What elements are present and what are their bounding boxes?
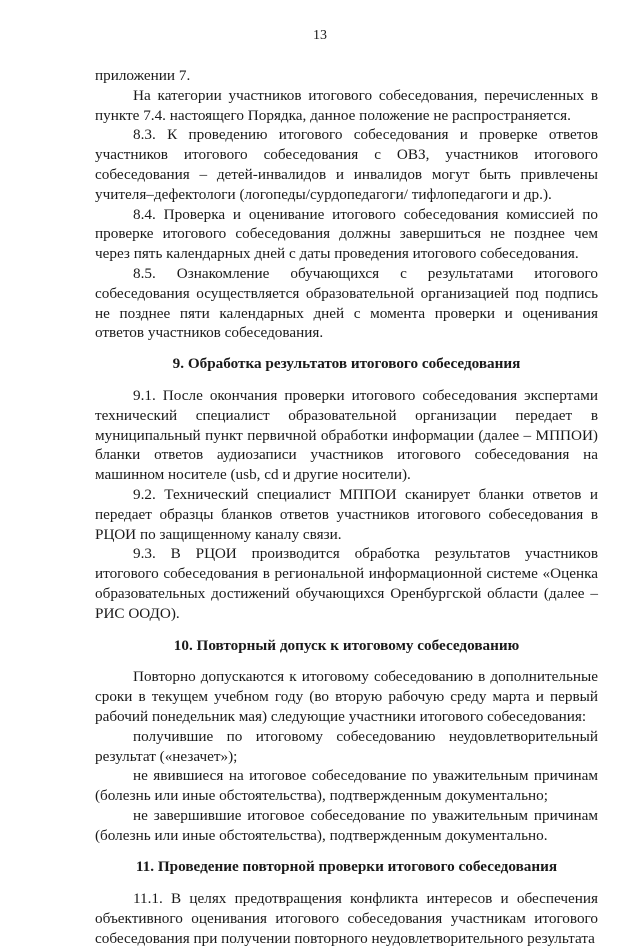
paragraph: На категории участников итогового собеседования, перечисленных в пункте 7.4. настоящего Порядка, данное положение не распространяется. — [95, 86, 598, 124]
section-heading-9: 9. Обработка результатов итогового собеседования — [172, 355, 521, 373]
paragraph-9-3: 9.3. В РЦОИ производится обработка результатов участников итогового собеседования в региональной информационной системе «Оценка образовательных достижений обучающихся Оренбургской области (далее – РИС ООДО). — [95, 545, 598, 622]
list-item: не завершившие итоговое собеседование по уважительным причинам (болезнь или иные обстоятельства), подтвержденным документально. — [95, 806, 598, 844]
section-heading-11: 11. Проведение повторной проверки итогового собеседования — [135, 858, 558, 876]
page-number: 13 — [313, 28, 327, 43]
list-item: получившие по итоговому собеседованию неудовлетворительный результат («незачет»); — [95, 727, 598, 765]
paragraph-8-5: 8.5. Ознакомление обучающихся с результатами итогового собеседования осуществляется образовательной организацией под подпись не позднее пяти календарных дней с момента проверки и оценивания ответов участников собеседования. — [95, 264, 598, 342]
paragraph-9-2: 9.2. Технический специалист МППОИ сканирует бланки ответов и передает образцы бланков ответов участников итогового собеседования в РЦОИ по защищенному каналу связи. — [95, 485, 598, 543]
paragraph-11-1: 11.1. В целях предотвращения конфликта интересов и обеспечения объективного оценивания итогового собеседования участникам итогового собеседования при получении повторного неудовлетворительного результата — [95, 890, 598, 947]
paragraph-9-1: 9.1. После окончания проверки итогового собеседования экспертами технический специалист образовательной организации передает в муниципальный пункт первичной обработки информации (далее – МППОИ) бланки ответов аудиозаписи участников итогового собеседования на машинном носителе (usb, cd и другие носители). — [95, 386, 598, 484]
document-body — [95, 66, 598, 949]
paragraph-8-4: 8.4. Проверка и оценивание итогового собеседования комиссией по проверке итогового собеседования должны завершиться не позднее чем через пять календарных дней с даты проведения итогового собеседования. — [95, 205, 598, 263]
paragraph-8-3: 8.3. К проведению итогового собеседования и проверке ответов участников итогового собеседования с ОВЗ, участников итогового собеседования – детей-инвалидов и инвалидов могут быть привлечены учителя–дефектологи (логопеды/сурдопедагоги/ тифлопедагоги и др.). — [95, 126, 598, 203]
paragraph: приложении 7. — [95, 67, 191, 84]
section-heading-10: 10. Повторный допуск к итоговому собеседованию — [173, 636, 520, 654]
list-item: не явившиеся на итоговое собеседование по уважительным причинам (болезнь или иные обстоятельства), подтвержденным документально; — [95, 767, 598, 805]
paragraph: Повторно допускаются к итоговому собеседованию в дополнительные сроки в текущем учебном году (во вторую рабочую среду марта и первый рабочий понедельник мая) следующие участники итогового собеседования: — [95, 668, 598, 725]
